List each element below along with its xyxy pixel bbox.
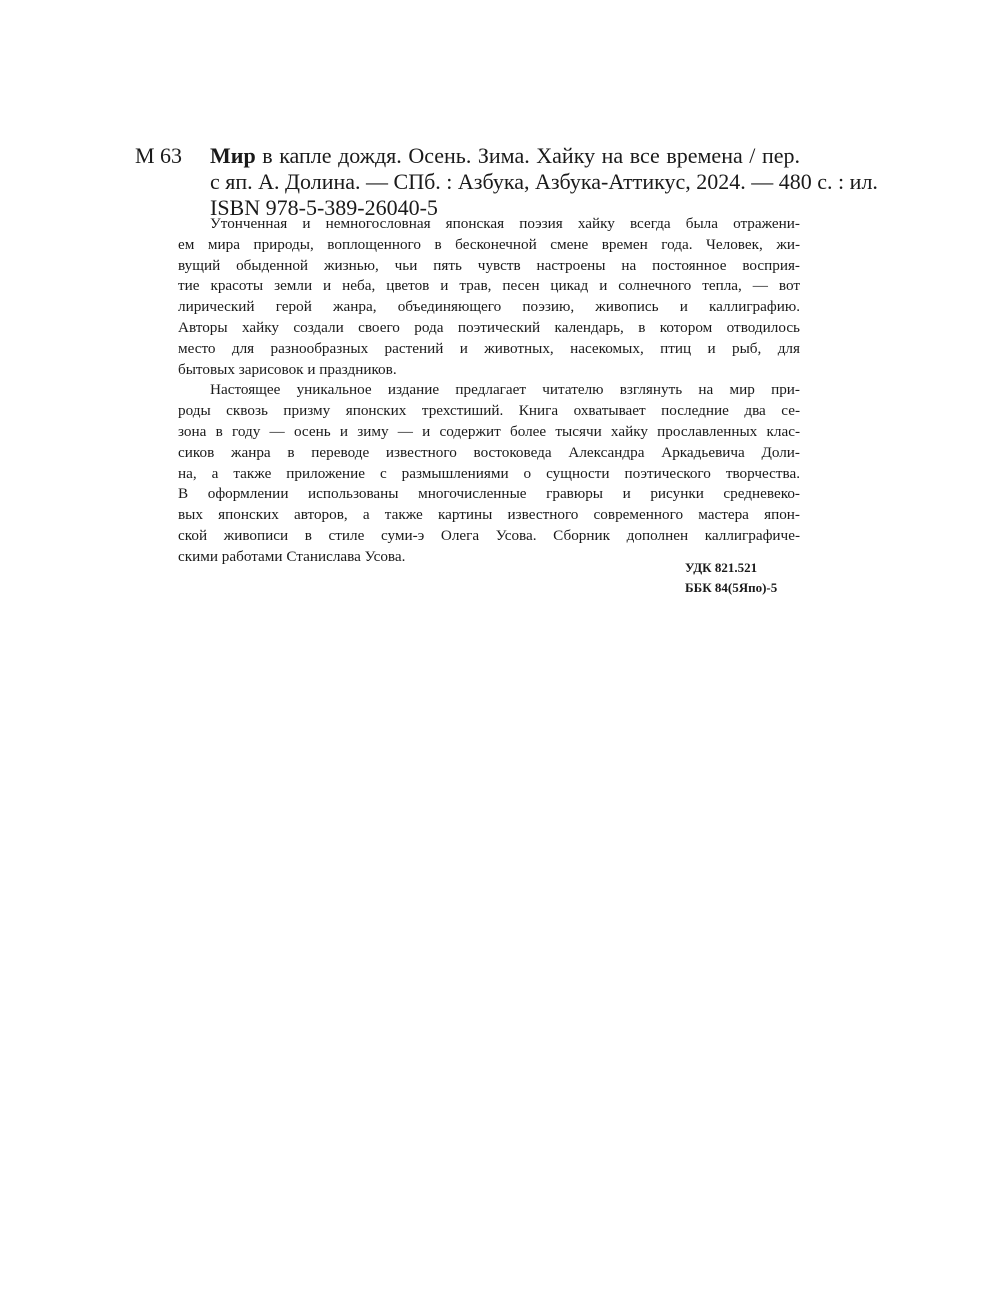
annotation-line: зона в году — осень и зиму — и содержит более тысячи хайку прославленных клас- [178, 422, 800, 440]
annotation-line: место для разнообразных растений и животных, насекомых, птиц и рыб, для [178, 339, 800, 357]
annotation-line: роды сквозь призму японских трехстиший. Книга охватывает последние два се- [178, 402, 800, 420]
annotation-line: Настоящее уникальное издание предлагает читателю взглянуть на мир при- [210, 381, 800, 399]
annotation-line: ем мира природы, воплощенного в бесконечной смене времен года. Человек, жи- [178, 235, 800, 253]
udk-code: УДК 821.521 [685, 560, 758, 575]
bibliographic-entry [210, 143, 878, 221]
annotation-text [178, 214, 800, 568]
annotation-line: на, а также приложение с размышлениями о сущности поэтического творчества. [178, 464, 800, 482]
annotation-line: бытовых зарисовок и праздников. [178, 360, 397, 378]
title-rest: в капле дождя. Осень. Зима. Хайку на все времена / пер. [255, 143, 800, 168]
annotation-line: Авторы хайку создали своего рода поэтический календарь, в котором отводилось [178, 318, 800, 336]
title-first-word: Мир [210, 143, 256, 168]
annotation-line: скими работами Станислава Усова. [178, 547, 406, 565]
annotation-line: вых японских авторов, а также картины известного современного мастера япон- [178, 506, 800, 524]
annotation-line: вущий обыденной жизнью, чьи пять чувств настроены на постоянное восприя- [178, 256, 800, 274]
classification-codes [685, 558, 777, 598]
entry-line-2: с яп. А. Долина. — СПб. : Азбука, Азбука-Аттикус, 2024. — 480 с. : ил. [210, 169, 878, 194]
author-sign-code: М 63 [135, 143, 183, 168]
annotation-line: ской живописи в стиле суми-э Олега Усова. Сборник дополнен каллиграфиче- [178, 526, 800, 544]
annotation-line: сиков жанра в переводе известного востоковеда Александра Аркадьевича Доли- [178, 443, 800, 461]
annotation-line: Утонченная и немногословная японская поэзия хайку всегда была отражени- [210, 215, 800, 232]
annotation-line: тие красоты земли и неба, цветов и трав, песен цикад и солнечного тепла, — вот [178, 277, 800, 295]
annotation-line: лирический герой жанра, объединяющего поэзию, живопись и каллиграфию. [178, 298, 800, 316]
bbk-code: ББК 84(5Япо)-5 [685, 580, 778, 595]
annotation-line: В оформлении использованы многочисленные гравюры и рисунки средневеко- [178, 485, 800, 503]
entry-line-1 [210, 143, 800, 169]
isbn-line: ISBN 978-5-389-26040-5 [210, 195, 438, 220]
